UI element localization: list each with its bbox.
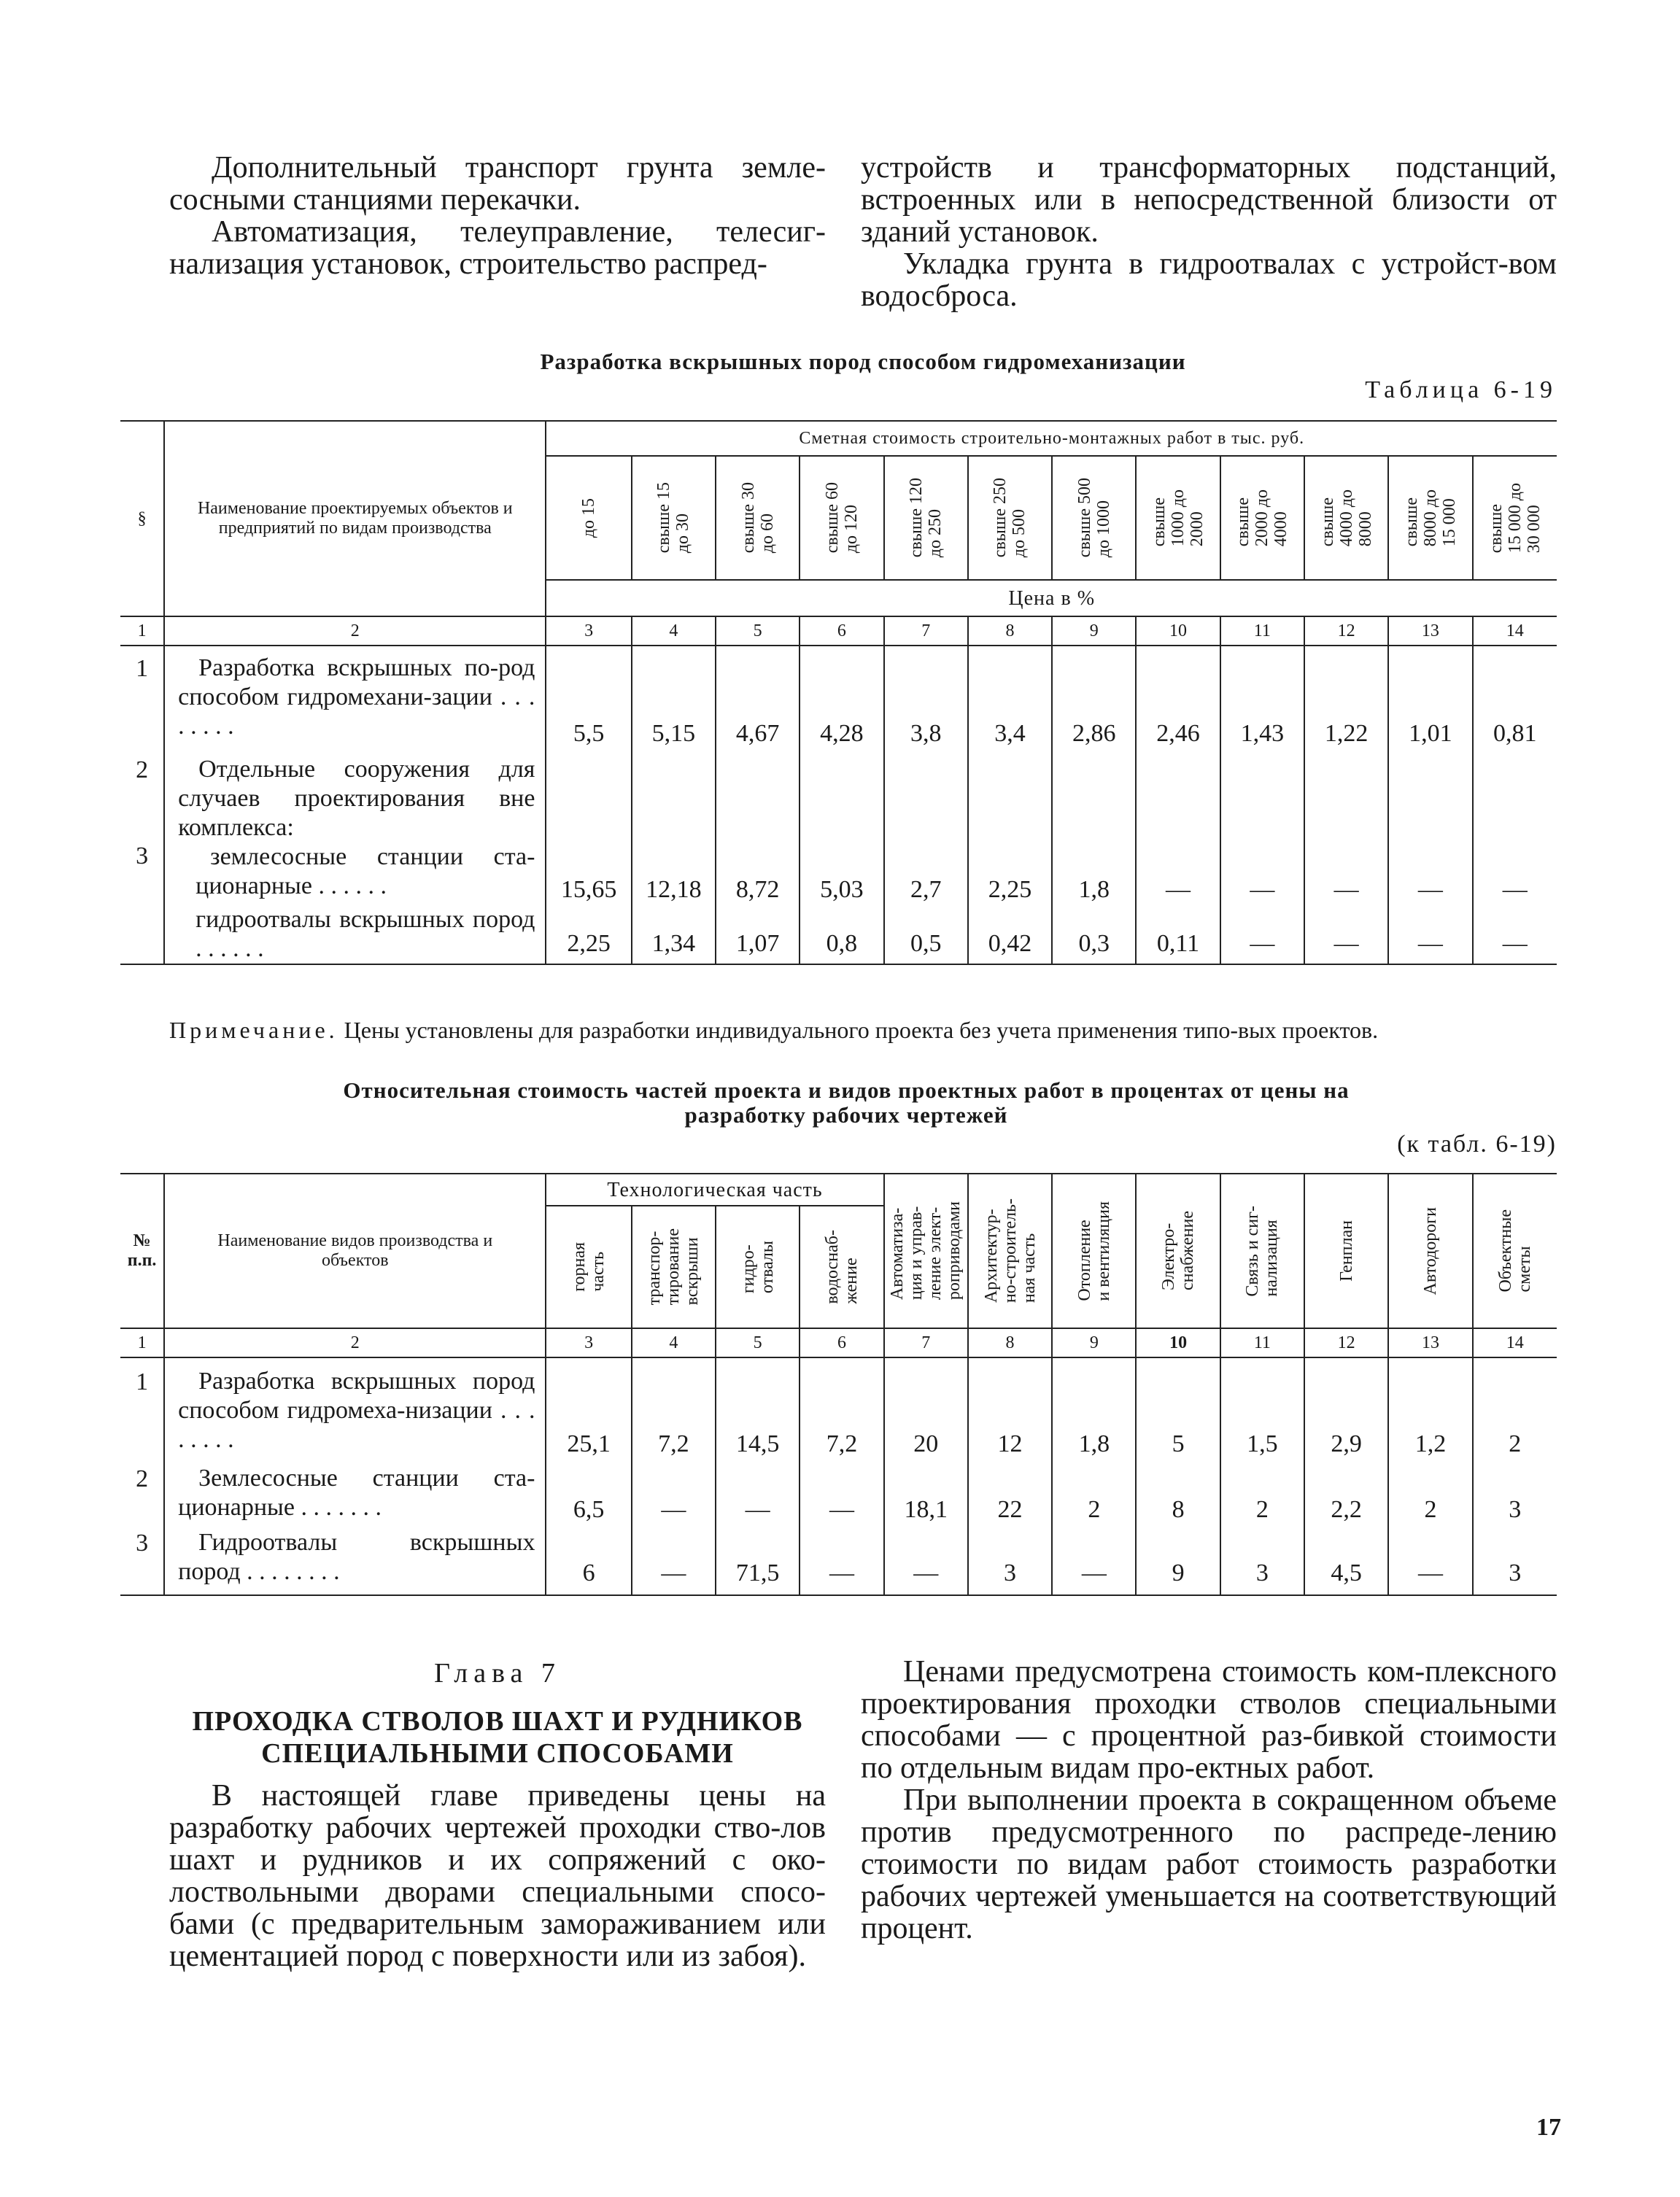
column-number: 1: [120, 1328, 164, 1357]
table1-label: Таблица 6-19: [1365, 376, 1557, 403]
table-cell: 0,81: [1493, 720, 1537, 747]
row-name: Землесосные станции ста-ционарные . . . . . . .: [164, 1462, 546, 1527]
chapter-left-text: [169, 1780, 826, 1972]
table-cell: 1,01: [1388, 646, 1472, 752]
column-number: 10: [1136, 616, 1220, 646]
column-header: транспор- тирование вскрыши: [632, 1206, 716, 1328]
table-cell: 22: [968, 1462, 1052, 1527]
table-cell: 20: [884, 1357, 968, 1462]
paragraph: Укладка грунта в гидроотвалах с устройст-вом водосброса.: [861, 247, 1557, 313]
table-cell: 1,43: [1220, 646, 1304, 752]
column-number: 3: [546, 1328, 631, 1357]
column-header: Электро- снабжение: [1136, 1174, 1220, 1328]
column-number: 9: [1052, 1328, 1136, 1357]
table-cell: —: [1388, 905, 1472, 964]
table-cell: 6: [546, 1527, 631, 1595]
range-header: свыше 500 до 1000: [1052, 456, 1136, 580]
table-cell: 1,34: [632, 905, 716, 964]
column-header: Генплан: [1304, 1174, 1388, 1328]
range-header: свыше 30 до 60: [716, 456, 800, 580]
column-header: гидро- отвалы: [716, 1206, 800, 1328]
column-number: 8: [968, 616, 1052, 646]
column-number: 2: [164, 616, 546, 646]
table-cell: —: [1304, 905, 1388, 964]
column-header: водоснаб- жение: [800, 1206, 883, 1328]
page-number: 17: [1536, 2114, 1561, 2141]
table-cell: 5: [1136, 1357, 1220, 1462]
column-number: 9: [1052, 616, 1136, 646]
column-number: 14: [1506, 1333, 1524, 1352]
table-cell: 8: [1136, 1462, 1220, 1527]
table-cell: 4,5: [1304, 1527, 1388, 1595]
paragraph: При выполнении проекта в сокращенном объеме против предусмотренного по распреде-лению стоимости по видам работ стоимость разработки рабочих чертежей уменьшается на соответствующий процент.: [861, 1783, 1557, 1945]
table-cell: 4,67: [716, 646, 800, 752]
row-name: Разработка вскрышных пород способом гидромеха-низации . . . . . . . .: [164, 1357, 546, 1462]
table-cell: —: [1220, 842, 1304, 905]
table-cell: 5,03: [800, 842, 883, 905]
row-name: землесосные станции ста-ционарные . . . . . .: [164, 842, 546, 905]
column-number: 7: [884, 1328, 968, 1357]
number-header: № п.п.: [120, 1174, 164, 1328]
row-number: 3: [120, 1527, 164, 1595]
table-cell: 5,5: [546, 646, 631, 752]
table-cell: 5,15: [632, 646, 716, 752]
row-number: 1: [120, 646, 164, 752]
table-cell: —: [716, 1462, 800, 1527]
table-row: [120, 1527, 1557, 1595]
row-name: Гидроотвалы вскрышных пород . . . . . . . .: [164, 1527, 546, 1595]
table-cell: —: [1304, 842, 1388, 905]
column-number: 14: [1506, 621, 1524, 640]
chapter-title: ПРОХОДКА СТВОЛОВ ШАХТ И РУДНИКОВ СПЕЦИАЛЬНЫМИ СПОСОБАМИ: [192, 1706, 803, 1769]
table-cell: 0,8: [800, 905, 883, 964]
paragraph: Ценами предусмотрена стоимость ком-плексного проектирования проходки стволов специальными способами — с процентной раз-бивкой стоимости по отдельным видам про-ектных работ.: [861, 1655, 1557, 1785]
table-cell: 3,8: [884, 646, 968, 752]
table-cell: 2: [1052, 1462, 1136, 1527]
column-number: 4: [632, 1328, 716, 1357]
column-header: Автодороги: [1388, 1174, 1472, 1328]
table-cell: 2,25: [546, 905, 631, 964]
column-number: 5: [716, 616, 800, 646]
range-header: свыше 2000 до 4000: [1220, 456, 1304, 580]
range-header: свыше 1000 до 2000: [1136, 456, 1220, 580]
column-header: Архитектур- но-строитель- ная часть: [968, 1174, 1052, 1328]
row-number: [120, 905, 164, 964]
table-row: [120, 646, 1557, 752]
table-cell: 3,4: [968, 646, 1052, 752]
range-header: свыше 60 до 120: [800, 456, 883, 580]
table-cell: 6,5: [546, 1462, 631, 1527]
row-name: гидроотвалы вскрышных пород . . . . . .: [164, 905, 546, 964]
table-cell: 18,1: [884, 1462, 968, 1527]
table2-title: Относительная стоимость частей проекта и видов проектных работ в процентах от цены на разработку рабочих чертежей: [343, 1077, 1350, 1128]
table-cell: —: [884, 1527, 968, 1595]
table-cell: 12,18: [632, 842, 716, 905]
row-number: 3: [120, 842, 164, 905]
table-cell: —: [800, 1462, 883, 1527]
table1: [120, 420, 1557, 965]
range-header: до 15: [546, 456, 631, 580]
table-cell: 15,65: [546, 842, 631, 905]
paragraph: Дополнительный транспорт грунта земле-сосными станциями перекачки.: [169, 151, 826, 217]
table-cell: 12: [968, 1357, 1052, 1462]
column-number: 3: [546, 616, 631, 646]
paragraph: устройств и трансформаторных подстанций, встроенных или в непосредственной близости от зданий установок.: [861, 151, 1557, 249]
range-header: свыше 250 до 500: [968, 456, 1052, 580]
table-cell: 3: [1220, 1527, 1304, 1595]
table-cell: 1,5: [1220, 1357, 1304, 1462]
table-cell: 9: [1136, 1527, 1220, 1595]
range-header: свыше 4000 до 8000: [1304, 456, 1388, 580]
range-header: свыше 15 000 до 30 000: [1473, 456, 1557, 580]
table-cell: 2,7: [884, 842, 968, 905]
table-cell: 3: [1509, 1559, 1522, 1586]
column-number: 7: [884, 616, 968, 646]
table-cell: 1,8: [1052, 1357, 1136, 1462]
table-row: [120, 1357, 1557, 1462]
chapter-label: Глава 7: [434, 1658, 561, 1689]
table-row: [120, 842, 1557, 905]
column-number: 10: [1136, 1328, 1220, 1357]
table-cell: —: [1220, 905, 1304, 964]
column-header: Автоматиза- ция и управ- ление элект- роприводами: [884, 1174, 968, 1328]
name-header: Наименование видов производства и объектов: [164, 1174, 546, 1328]
note-lead: Примечание.: [169, 1017, 338, 1043]
range-header: свыше 120 до 250: [884, 456, 968, 580]
table-cell: 2: [1509, 1430, 1522, 1457]
column-number: 8: [968, 1328, 1052, 1357]
row-number: 2: [120, 1462, 164, 1527]
section-header: §: [120, 421, 164, 616]
table-cell: 25,1: [546, 1357, 631, 1462]
table-cell: 2,46: [1136, 646, 1220, 752]
table-cell: 1,22: [1304, 646, 1388, 752]
paragraph: Автоматизация, телеуправление, телесиг-нализация установок, строительство распред-: [169, 215, 826, 281]
column-number: 12: [1304, 616, 1388, 646]
table-cell: 14,5: [716, 1357, 800, 1462]
table-cell: 7,2: [632, 1357, 716, 1462]
table1-title: Разработка вскрышных пород способом гидромеханизации: [540, 349, 1186, 374]
table-row: [120, 905, 1557, 964]
paragraph: В настоящей главе приведены цены на разработку рабочих чертежей проходки ство-лов шахт и рудников и их сопряжений с око-лоствольными дворами специальными спосо-бами (с предварительным замораживанием или цементацией пород с поверхности или из забоя).: [169, 1779, 826, 1973]
table-cell: 0,5: [884, 905, 968, 964]
table2-label: (к табл. 6-19): [1397, 1131, 1557, 1158]
column-number: 11: [1220, 1328, 1304, 1357]
column-number: 5: [716, 1328, 800, 1357]
table-cell: —: [1388, 1527, 1472, 1595]
column-number: 1: [120, 616, 164, 646]
range-header: свыше 8000 до 15 000: [1388, 456, 1472, 580]
table-cell: 4,28: [800, 646, 883, 752]
table-cell: 1,8: [1052, 842, 1136, 905]
table2: [120, 1173, 1557, 1596]
column-number: 6: [800, 1328, 883, 1357]
column-number: 13: [1388, 1328, 1472, 1357]
table-cell: 8,72: [716, 842, 800, 905]
table-cell: —: [632, 1462, 716, 1527]
table-cell: —: [1136, 842, 1220, 905]
column-number: 4: [632, 616, 716, 646]
column-number: 6: [800, 616, 883, 646]
table-cell: 2,25: [968, 842, 1052, 905]
price-header: Цена в %: [546, 580, 1557, 616]
table-cell: —: [800, 1527, 883, 1595]
table-cell: —: [1502, 930, 1528, 957]
table-cell: 0,11: [1136, 905, 1220, 964]
table-cell: 2,2: [1304, 1462, 1388, 1527]
table-row: [120, 752, 1557, 842]
table-cell: —: [1502, 876, 1528, 903]
table-cell: 71,5: [716, 1527, 800, 1595]
column-number: 11: [1220, 616, 1304, 646]
column-number: 12: [1304, 1328, 1388, 1357]
chapter-right-text: [861, 1656, 1557, 1945]
table-cell: 2: [1388, 1462, 1472, 1527]
tech-group-header: Технологическая часть: [546, 1174, 883, 1206]
table-row: [120, 1462, 1557, 1527]
range-header: свыше 15 до 30: [632, 456, 716, 580]
table1-note: [169, 1015, 1557, 1045]
table-cell: 2,86: [1052, 646, 1136, 752]
table-cell: —: [632, 1527, 716, 1595]
table-cell: 2: [1220, 1462, 1304, 1527]
column-number: 13: [1388, 616, 1472, 646]
table-cell: —: [1052, 1527, 1136, 1595]
column-header: Отопление и вентиляция: [1052, 1174, 1136, 1328]
table-cell: 0,3: [1052, 905, 1136, 964]
column-header: Объектные сметы: [1473, 1174, 1557, 1328]
table-cell: 7,2: [800, 1357, 883, 1462]
table-cell: 1,2: [1388, 1357, 1472, 1462]
table-cell: —: [1388, 842, 1472, 905]
row-name: Отдельные сооружения для случаев проектирования вне комплекса:: [164, 752, 546, 842]
column-number: 2: [164, 1328, 546, 1357]
table-cell: 3: [968, 1527, 1052, 1595]
column-header: горная часть: [546, 1206, 631, 1328]
column-header: Связь и сиг- нализация: [1220, 1174, 1304, 1328]
row-number: 2: [120, 752, 164, 842]
top-left-column: [169, 152, 826, 280]
row-number: 1: [120, 1357, 164, 1462]
cost-group-header: Сметная стоимость строительно-монтажных работ в тыс. руб.: [546, 421, 1557, 456]
row-name: Разработка вскрышных по-род способом гидромехани-зации . . . . . . . .: [164, 646, 546, 752]
table-cell: 3: [1509, 1496, 1522, 1523]
note-text: Цены установлены для разработки индивидуального проекта без учета применения типо-вых проектов.: [344, 1017, 1379, 1043]
table-cell: 2,9: [1304, 1357, 1388, 1462]
top-right-column: [861, 152, 1557, 312]
table-cell: 1,07: [716, 905, 800, 964]
name-header: Наименование проектируемых объектов и предприятий по видам производства: [164, 421, 546, 616]
table-cell: 0,42: [968, 905, 1052, 964]
